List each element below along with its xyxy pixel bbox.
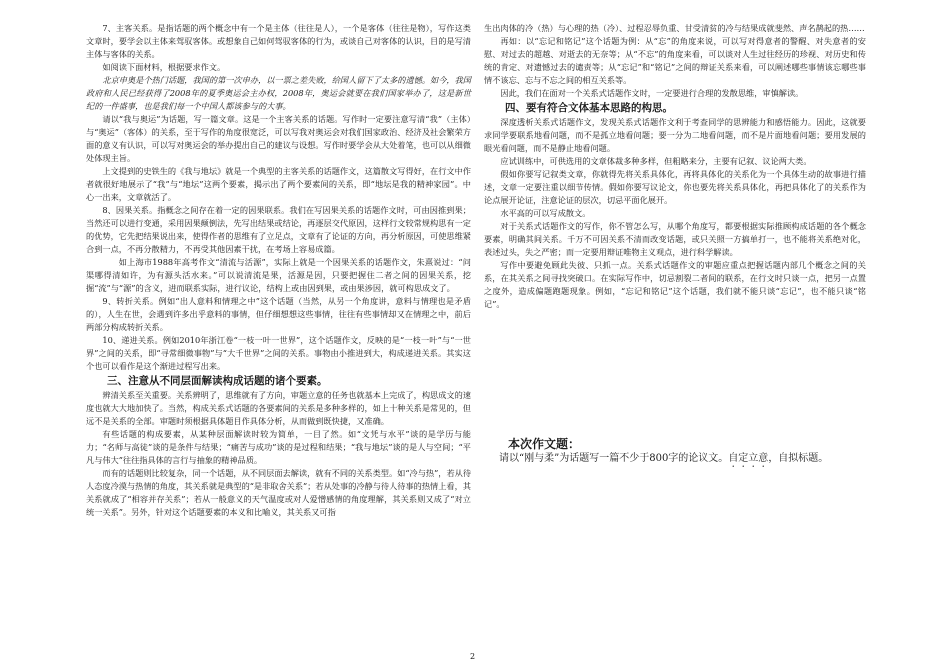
paragraph: 如上海市1988年高考作文“清流与活源”，实际上就是一个因果关系的话题作文，朱熹说过：“问渠哪得清如许，为有源头活水来。”可以说清流是果，活源是因，只要把握住二者之间的因果关系，挖掘“流”与“源”的含义，进而联系实际，进行议论，结构上或由因到果，或由果涉因，就可构思成文了。	[86, 257, 471, 293]
page-number: 2	[470, 652, 476, 661]
right-column	[484, 22, 866, 311]
paragraph: 假如你要写记叙类文章，你就得先将关系具体化，再将具体化的关系化为一个具体生动的故事进行描述，文章一定要注重以细节传情。假如你要写议论文，你也要先将关系具体化，再把具体化了的关系作为论点展开论证，注意论证的层次，切忌平面化展开。	[484, 169, 866, 205]
essay-task-body	[484, 452, 866, 470]
paragraph: 上文提到的史铁生的《我与地坛》就是一个典型的主客关系的话题作文，这篇散文写得好，在行文中作者就很好地展示了“我”与“地坛”这两个要素，揭示出了两个要素间的关系，即“地坛是我的精神家园”。中心一出来，文章就活了。	[86, 166, 471, 202]
paragraph: 7、主客关系。是指话题的两个概念中有一个是主体（往往是人），一个是客体（往往是物），写作这类文章时，要学会以主体来驾驭客体。或想象自己如何驾驭客体的行为，或谈自己对客体的认识，目的是写清主体与客体的关系。	[86, 23, 471, 59]
section-heading: 四、要有符合文体基本思路的构思。	[505, 102, 673, 114]
paragraph: 北京申奥是个热门话题，我国的第一次申办，以一票之差失败，给国人留下了太多的遗憾。如今，我国政府和人民已经获得了2008年的夏季奥运会主办权，2008年，奥运会就要在我们国家举办了，这是新世纪的一件盛事，也是我们每一个中国人都该参与的大事。	[86, 75, 471, 111]
essay-task-text-end: ，自拟标题。	[768, 453, 829, 464]
paragraph: 应试训练中，可供选用的文章体裁多种多样，但粗略来分，主要有记叙、议论两大类。	[500, 156, 812, 166]
section-heading: 三、注意从不同层面解读构成话题的诸个要素。	[107, 375, 328, 387]
paragraph: 再如：以“忘记和铭记”这个话题为例：从“忘”的角度来说，可以写对得意者的警醒、对失意者的安慰、对过去的超越、对逝去的无奈等；从“不忘”的角度来看，可以谈对人生过往经历的珍视、对历史和传统的肯定、对遗憾过去的谴责等；从“忘记”和“铭记”之间的辩证关系来看，可以阐述哪些事情该忘哪些事情不该忘、忘与不忘之间的相互关系等。	[484, 36, 866, 85]
paragraph: 水平高的可以写成散文。	[500, 208, 591, 218]
paragraph: 因此，我们在面对一个关系式话题作文时，一定要进行合理的发散思维，审慎解读。	[500, 88, 804, 98]
essay-task-emphasis: 自定立意	[728, 453, 769, 464]
paragraph: 8、因果关系。指概念之间存在着一定的因果联系。我们在写因果关系的话题作文时，可由因推到果；当然还可以进行变通，采用因果颠倒法，先写出结果或结论，再逐层交代原因，这样行文较常规构思有一定的优势，它先把结果说出来，使得作者的思维有了立足点，文章有了论证的方向，再分析原因，可使思维紧合到一点，不再分散精力，不再受其他因素干扰，在考场上容易成篇。	[86, 205, 471, 254]
essay-task-title: 本次作文题：	[508, 437, 581, 451]
paragraph: 对于关系式话题作文的写作，你不管怎么写，从哪个角度写，都要根据实际推顾构成话题的各个概念要素，明确其间关系。千万不可因关系不清而改变话题，或只关照一方搞单打一，也不能将关系绝对化，表述过头，失之严密；而一定要用辩证唯物主义观点，进行科学解读。	[484, 221, 866, 257]
essay-task-text: 请以“刚与柔”为话题写一篇不少于800字的论议文。	[499, 453, 729, 464]
paragraph: 辨清关系至关重要。关系辨明了，思维就有了方向，审题立意的任务也就基本上完成了，构思成文的速度也就大大地加快了。当然，构成关系式话题的各要素间的关系是多种多样的，如上十种关系是常见的，但远不是关系的全部。审题时须根据具体题目作具体分析，从而做到既快捷，又准确。	[86, 390, 471, 426]
paragraph: 而有的话题则比较复杂，同一个话题，从不同层面去解读，就有不同的关系类型。如“冷与热”，若从待人态度冷漠与热情的角度，其关系就是典型的“是非取舍关系”；若从处事的冷静与待人待事的热情上看，其关系就成了“相容并存关系”；若从一般意义的天气温度或对人爱憎感情的角度理解，其关系则又成了“对立统一关系”。另外，针对这个话题要素的本义和比喻义，其关系又可指	[86, 468, 472, 517]
paragraph: 9、转折关系。例如“出人意料和情理之中”这个话题（当然，从另一个角度讲，意料与情理也是矛盾的），人生在世，会遇到许多出乎意料的事情，但仔细想想这些事情，往往有些事情却又在情理之中，前后两部分构成转折关系。	[86, 296, 471, 332]
left-column	[86, 22, 471, 519]
paragraph: 10、递进关系。例如2010年浙江卷“一枝一叶一世界”，这个话题作文，反映的是“一枝一叶”与“一世界”之间的关系，即“寻常细微事物”与“大千世界”之间的关系。事物由小推进到大，构成递进关系。其实这个也可以看作是这个渐进过程写出来。	[86, 335, 471, 371]
paragraph: 深度透析关系式话题作文，发现关系式话题作文利于考查同学的思辨能力和感悟能力。因此，这就要求同学要联系地看问题，而不是孤立地看问题；要一分为二地看问题，而不是片面地看问题；要用发展的眼光看问题，而不是静止地看问题。	[484, 117, 866, 153]
paragraph: 生出肉体的冷（热）与心理的热（冷）、过程忍辱负重、甘受清贫的冷与结果成就斐然、声名鹊起的热……	[484, 23, 865, 33]
paragraph: 有些话题的构成要素，从某种层面解读时较为简单，一目了然。如“文凭与水平”谈的是学历与能力；“名师与高徒”谈的是条件与结果；“痛苦与成功”谈的是过程和结果；“我与地坛”谈的是人与空间；“平凡与伟大”往往指具体的言行与抽象的精神品质。	[86, 429, 471, 465]
paragraph: 请以“我与奥运”为话题，写一篇文章。这是一个主客关系的话题。写作时一定要注意写清“我”（主体）与“奥运”（客体）的关系，至于写作的角度很宽泛，可以写我对奥运会对我们国家政治、经济及社会繁荣方面的意义有认识，可以写对奥运会的举办提出自己的建议与设想。写作时要学会从大处着笔，也可以从细微处体现主旨。	[86, 114, 471, 163]
paragraph: 如阅读下面材料，根据要求作文。	[102, 62, 226, 72]
paragraph: 写作中要避免顾此失彼、只抓一点。关系式话题作文的审题应重点把握话题内部几个概念之间的关系，在其关系之间寻找突破口。在实际写作中，切忌割裂二者间的联系，在行文时只谈一点，把另一点置之度外，造成偏题跑题现象。例如，“忘记和铭记”这个话题，我们就不能只谈“忘记”，也不能只谈“铭记”。	[484, 260, 866, 309]
